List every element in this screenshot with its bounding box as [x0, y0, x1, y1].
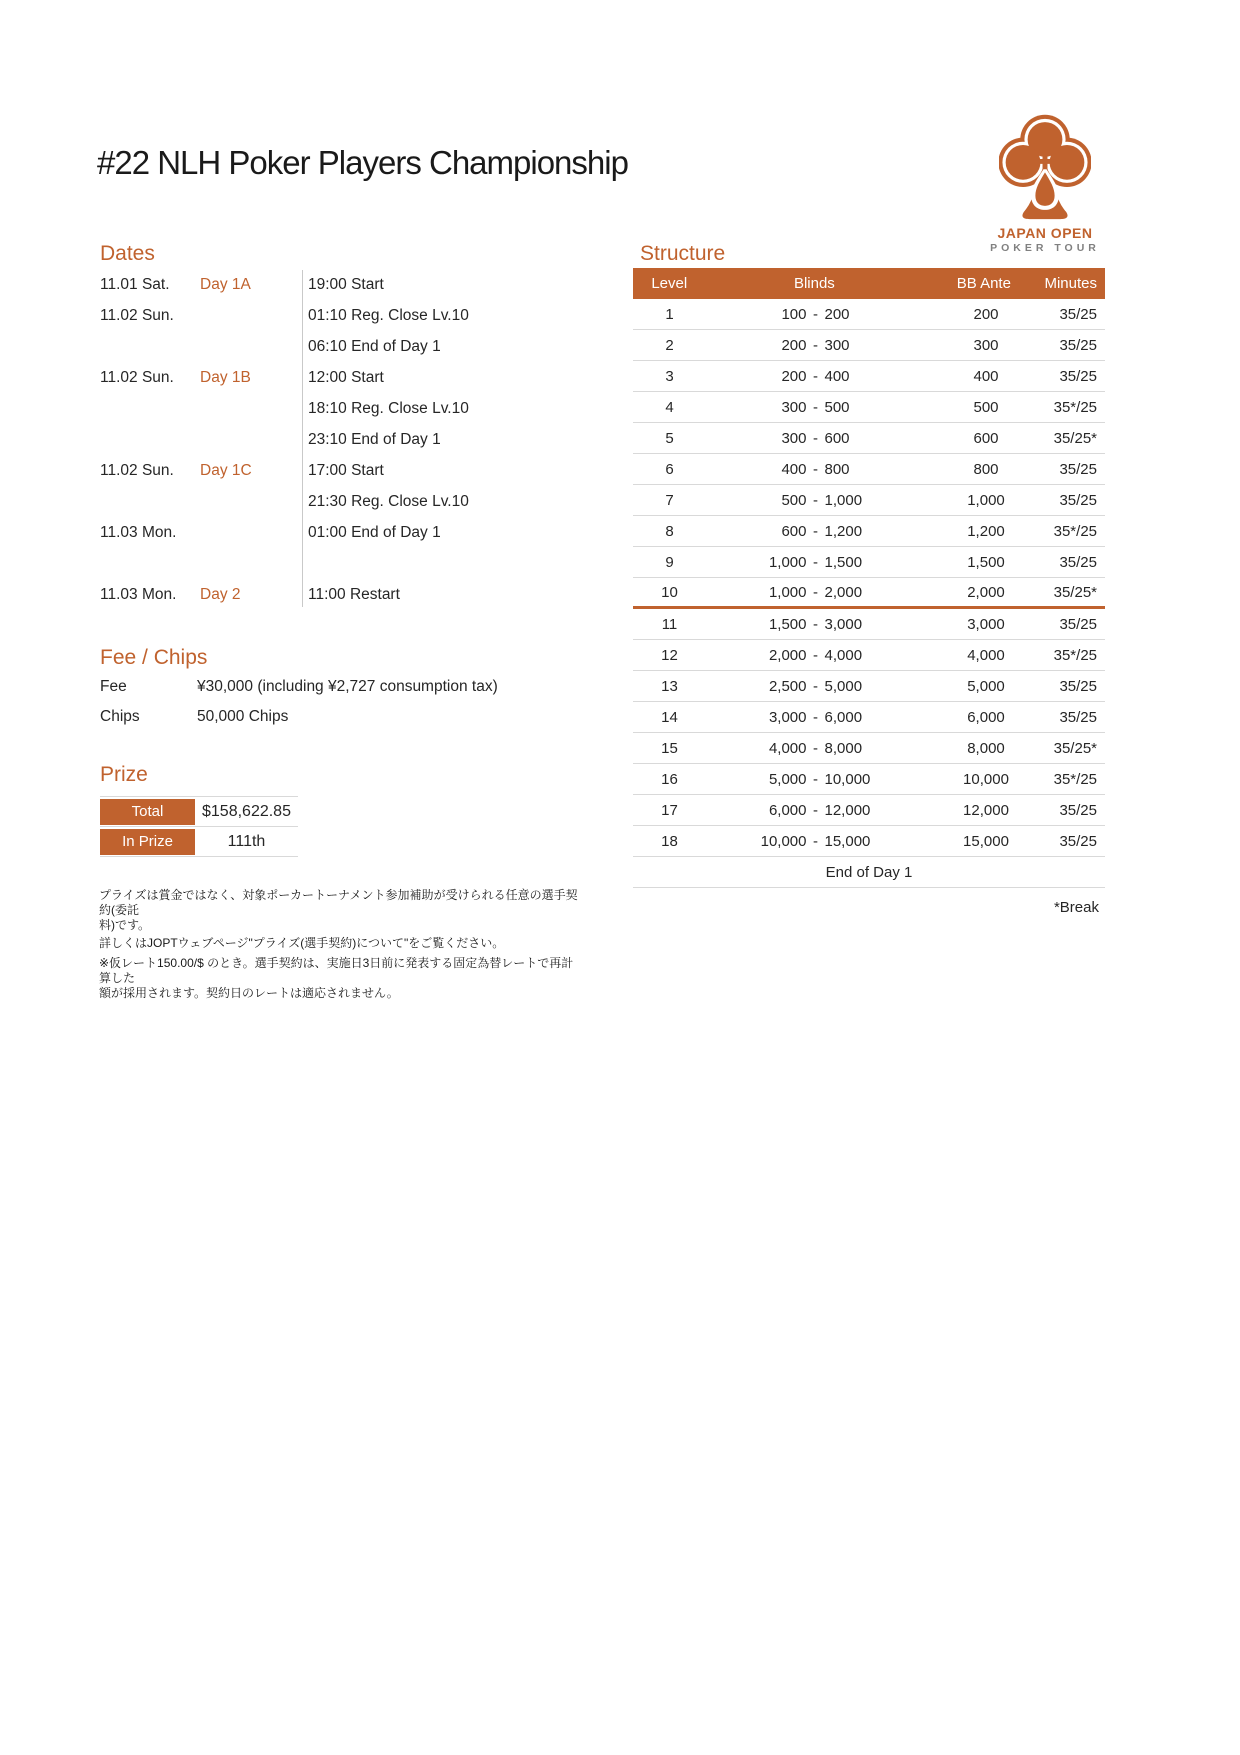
structure-row: [633, 392, 1105, 423]
footnotes: [99, 888, 579, 1001]
fee-value: 50,000 Chips: [197, 708, 289, 725]
small-blind-value: 5,000: [768, 770, 807, 788]
prize-value-cell: 111th: [227, 832, 266, 850]
footnote-line: 料)です。: [99, 918, 151, 932]
big-blind-value: 2,000: [824, 583, 863, 601]
dates-row: [100, 517, 530, 548]
minutes-cell: 35*/25: [1053, 770, 1097, 788]
level-cell: 10: [661, 583, 678, 601]
blinds-dash: -: [813, 832, 818, 850]
small-blind-value: 1,500: [768, 615, 807, 633]
blinds-dash: -: [813, 460, 818, 478]
footnote-line: ※仮レート150.00/$ のとき。選手契約は、実施日3日前に発表する固定為替レートで再計算した: [99, 956, 574, 985]
fee-label: Chips: [100, 708, 140, 725]
bb-ante-cell: 1,000: [967, 491, 1005, 509]
blinds-cell: [706, 616, 925, 633]
minutes-cell: 35/25*: [1053, 583, 1097, 601]
blinds-dash: -: [813, 491, 818, 509]
big-blind-value: 300: [824, 336, 850, 354]
structure-row: [633, 299, 1105, 330]
fee-row: [100, 702, 560, 732]
page-title: #22 NLH Poker Players Championship: [97, 144, 628, 181]
big-blind-value: 8,000: [824, 739, 863, 757]
header-level: Level: [651, 275, 688, 292]
level-cell: 3: [665, 367, 674, 385]
club-logo-icon: [983, 112, 1107, 220]
footnote-line: 詳しくはJOPTウェブページ"プライズ(選手契約)について"をご覧ください。: [99, 936, 505, 950]
time-cell: 01:00 End of Day 1: [308, 523, 441, 541]
bb-ante-cell: 2,000: [967, 583, 1005, 601]
bb-ante-cell: 15,000: [963, 832, 1009, 850]
small-blind-value: 2,500: [768, 677, 807, 695]
dates-row: [100, 486, 530, 517]
minutes-cell: 35/25: [1059, 336, 1097, 354]
level-cell: 13: [661, 677, 678, 695]
level-cell: 17: [661, 801, 678, 819]
blinds-cell: [706, 337, 925, 354]
dates-row: [100, 269, 530, 300]
minutes-cell: 35/25: [1059, 305, 1097, 323]
day-label: Day 1C: [200, 461, 252, 479]
level-cell: 8: [665, 522, 674, 540]
blinds-dash: -: [813, 646, 818, 664]
time-cell: 11:00 Restart: [308, 585, 400, 603]
big-blind-value: 12,000: [824, 801, 871, 819]
time-cell: 19:00 Start: [308, 275, 384, 293]
structure-table: [633, 299, 1105, 857]
dates-row: [100, 331, 530, 362]
structure-row: [633, 640, 1105, 671]
bb-ante-cell: 8,000: [967, 739, 1005, 757]
break-note: *Break: [1053, 899, 1099, 916]
date-cell: 11.02 Sun.: [100, 368, 174, 386]
end-of-day-row: End of Day 1: [633, 857, 1105, 888]
time-cell: 18:10 Reg. Close Lv.10: [308, 399, 469, 417]
bb-ante-cell: 400: [973, 367, 999, 385]
structure-row: [633, 609, 1105, 640]
blinds-cell: [706, 833, 925, 850]
bb-ante-cell: 1,500: [967, 553, 1005, 571]
day-label: Day 1B: [200, 368, 251, 386]
level-cell: 4: [665, 398, 674, 416]
minutes-cell: 35/25: [1059, 677, 1097, 695]
blinds-dash: -: [813, 739, 818, 757]
dates-heading: Dates: [100, 242, 155, 265]
level-cell: 15: [661, 739, 678, 757]
big-blind-value: 600: [824, 429, 850, 447]
fee-chips-section: [100, 672, 560, 732]
small-blind-value: 300: [781, 429, 807, 447]
level-cell: 1: [665, 305, 674, 323]
prize-table: [100, 796, 298, 857]
small-blind-value: 1,000: [768, 583, 807, 601]
structure-row: [633, 733, 1105, 764]
level-cell: 12: [661, 646, 678, 664]
date-cell: 11.01 Sat.: [100, 275, 170, 293]
blinds-dash: -: [813, 615, 818, 633]
small-blind-value: 400: [781, 460, 807, 478]
bb-ante-cell: 5,000: [967, 677, 1005, 695]
structure-row: [633, 454, 1105, 485]
minutes-cell: 35/25: [1059, 553, 1097, 571]
big-blind-value: 10,000: [824, 770, 871, 788]
small-blind-value: 6,000: [768, 801, 807, 819]
minutes-cell: 35/25: [1059, 832, 1097, 850]
time-cell: 21:30 Reg. Close Lv.10: [308, 492, 469, 510]
small-blind-value: 2,000: [768, 646, 807, 664]
structure-row: [633, 516, 1105, 547]
blinds-dash: -: [813, 708, 818, 726]
bb-ante-cell: 3,000: [967, 615, 1005, 633]
prize-label-cell: Total: [100, 799, 195, 825]
bb-ante-cell: 200: [973, 305, 999, 323]
structure-row: [633, 485, 1105, 516]
big-blind-value: 1,500: [824, 553, 863, 571]
minutes-cell: 35/25: [1059, 708, 1097, 726]
big-blind-value: 1,000: [824, 491, 863, 509]
bb-ante-cell: 4,000: [967, 646, 1005, 664]
structure-row: [633, 423, 1105, 454]
structure-row: [633, 702, 1105, 733]
blinds-dash: -: [813, 770, 818, 788]
blinds-dash: -: [813, 583, 818, 601]
level-cell: 11: [661, 615, 678, 633]
structure-row: [633, 361, 1105, 392]
structure-row: [633, 578, 1105, 609]
date-cell: 11.02 Sun.: [100, 461, 174, 479]
blinds-cell: [706, 740, 925, 757]
bb-ante-cell: 500: [973, 398, 999, 416]
big-blind-value: 500: [824, 398, 850, 416]
blinds-dash: -: [813, 336, 818, 354]
structure-row: [633, 671, 1105, 702]
minutes-cell: 35*/25: [1053, 522, 1097, 540]
minutes-cell: 35*/25: [1053, 646, 1097, 664]
fee-chips-heading: Fee / Chips: [100, 646, 208, 669]
blinds-cell: [706, 461, 925, 478]
big-blind-value: 3,000: [824, 615, 863, 633]
small-blind-value: 1,000: [768, 553, 807, 571]
big-blind-value: 800: [824, 460, 850, 478]
bb-ante-cell: 800: [973, 460, 999, 478]
level-cell: 7: [665, 491, 674, 509]
time-cell: 12:00 Start: [308, 368, 384, 386]
big-blind-value: 1,200: [824, 522, 863, 540]
blinds-cell: [706, 523, 925, 540]
level-cell: 5: [665, 429, 674, 447]
prize-label-cell: In Prize: [100, 829, 195, 855]
minutes-cell: 35/25*: [1053, 429, 1097, 447]
time-cell: 01:10 Reg. Close Lv.10: [308, 306, 469, 324]
bb-ante-cell: 300: [973, 336, 999, 354]
blinds-dash: -: [813, 553, 818, 571]
small-blind-value: 300: [781, 398, 807, 416]
prize-heading: Prize: [100, 763, 148, 786]
footnote-line: 額が採用されます。契約日のレートは適応されません。: [99, 986, 399, 1000]
structure-header-row: [633, 268, 1105, 299]
small-blind-value: 100: [781, 305, 807, 323]
minutes-cell: 35/25: [1059, 801, 1097, 819]
structure-row: [633, 547, 1105, 578]
level-cell: 14: [661, 708, 678, 726]
logo-wordmark-line1: JAPAN OPEN: [997, 225, 1093, 241]
level-cell: 2: [665, 336, 674, 354]
structure-heading: Structure: [640, 242, 726, 265]
dates-row: [100, 579, 530, 610]
dates-row: [100, 455, 530, 486]
dates-row: [100, 393, 530, 424]
minutes-cell: 35/25: [1059, 615, 1097, 633]
logo-wordmark-line2: POKER TOUR: [990, 242, 1100, 254]
dates-row: [100, 300, 530, 331]
small-blind-value: 4,000: [768, 739, 807, 757]
small-blind-value: 600: [781, 522, 807, 540]
dates-row: [100, 548, 530, 579]
level-cell: 9: [665, 553, 674, 571]
blinds-cell: [706, 492, 925, 509]
structure-row: [633, 795, 1105, 826]
date-cell: 11.03 Mon.: [100, 585, 177, 603]
big-blind-value: 200: [824, 305, 850, 323]
blinds-dash: -: [813, 398, 818, 416]
blinds-cell: [706, 802, 925, 819]
dates-row: [100, 362, 530, 393]
structure-row: [633, 826, 1105, 857]
blinds-cell: [706, 647, 925, 664]
header-minutes: Minutes: [1044, 275, 1097, 292]
fee-label: Fee: [100, 678, 127, 695]
big-blind-value: 15,000: [824, 832, 871, 850]
minutes-cell: 35/25*: [1053, 739, 1097, 757]
bb-ante-cell: 1,200: [967, 522, 1005, 540]
big-blind-value: 5,000: [824, 677, 863, 695]
small-blind-value: 3,000: [768, 708, 807, 726]
bb-ante-cell: 12,000: [963, 801, 1009, 819]
header-blinds: Blinds: [793, 275, 835, 292]
day-label: Day 1A: [200, 275, 251, 293]
blinds-dash: -: [813, 677, 818, 695]
minutes-cell: 35/25: [1059, 491, 1097, 509]
blinds-cell: [706, 554, 925, 571]
bb-ante-cell: 6,000: [967, 708, 1005, 726]
prize-row: [100, 827, 298, 857]
big-blind-value: 6,000: [824, 708, 863, 726]
day-label: Day 2: [200, 585, 241, 603]
dates-row: [100, 424, 530, 455]
blinds-dash: -: [813, 367, 818, 385]
blinds-cell: [706, 306, 925, 323]
structure-row: [633, 764, 1105, 795]
time-cell: 06:10 End of Day 1: [308, 337, 441, 355]
date-cell: 11.02 Sun.: [100, 306, 174, 324]
level-cell: 16: [661, 770, 678, 788]
time-cell: 17:00 Start: [308, 461, 384, 479]
small-blind-value: 10,000: [760, 832, 807, 850]
dates-section: [100, 269, 530, 610]
small-blind-value: 200: [781, 367, 807, 385]
small-blind-value: 200: [781, 336, 807, 354]
structure-section: [633, 241, 1105, 916]
blinds-cell: [706, 368, 925, 385]
jopt-logo: [983, 112, 1107, 254]
date-cell: 11.03 Mon.: [100, 523, 177, 541]
header-bb-ante: BB Ante: [956, 275, 1011, 292]
big-blind-value: 400: [824, 367, 850, 385]
bb-ante-cell: 600: [973, 429, 999, 447]
blinds-dash: -: [813, 429, 818, 447]
time-cell: 23:10 End of Day 1: [308, 430, 441, 448]
blinds-dash: -: [813, 522, 818, 540]
fee-value: ¥30,000 (including ¥2,727 consumption tax): [197, 678, 498, 695]
blinds-cell: [706, 399, 925, 416]
prize-row: [100, 797, 298, 827]
blinds-dash: -: [813, 305, 818, 323]
blinds-dash: -: [813, 801, 818, 819]
level-cell: 6: [665, 460, 674, 478]
blinds-cell: [706, 771, 925, 788]
bb-ante-cell: 10,000: [963, 770, 1009, 788]
minutes-cell: 35*/25: [1053, 398, 1097, 416]
big-blind-value: 4,000: [824, 646, 863, 664]
blinds-cell: [706, 584, 925, 601]
minutes-cell: 35/25: [1059, 460, 1097, 478]
minutes-cell: 35/25: [1059, 367, 1097, 385]
prize-value-cell: $158,622.85: [202, 802, 291, 820]
small-blind-value: 500: [781, 491, 807, 509]
fee-row: [100, 672, 560, 702]
footnote-line: プライズは賞金ではなく、対象ポーカートーナメント参加補助が受けられる任意の選手契約(委託: [99, 888, 578, 917]
blinds-cell: [706, 709, 925, 726]
structure-row: [633, 330, 1105, 361]
blinds-cell: [706, 678, 925, 695]
level-cell: 18: [661, 832, 678, 850]
blinds-cell: [706, 430, 925, 447]
